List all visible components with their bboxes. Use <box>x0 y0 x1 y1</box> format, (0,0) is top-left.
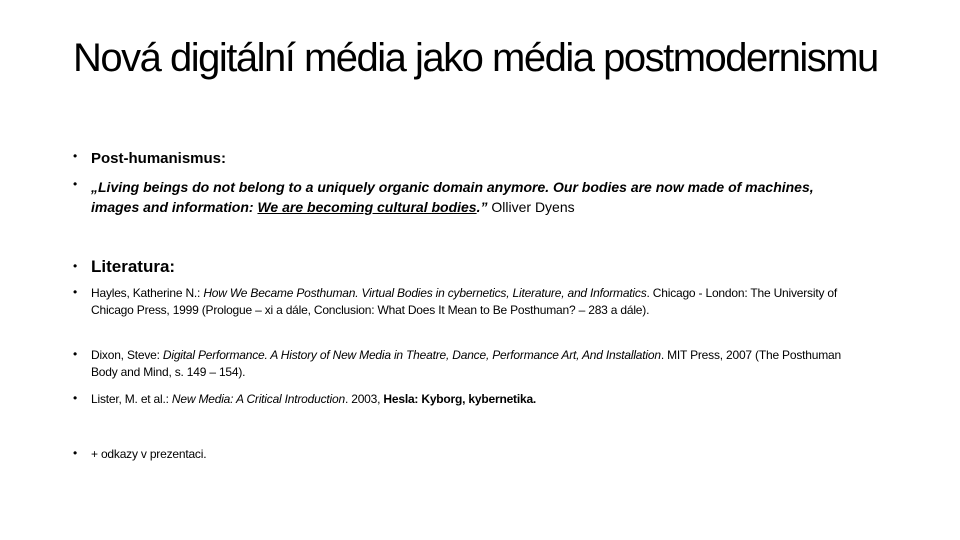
ref-lister-author: Lister, M. et al.: <box>91 392 172 406</box>
ref-dixon-text <box>91 347 863 381</box>
ref-lister-text <box>91 391 863 408</box>
bullet-dot: • <box>73 259 78 273</box>
bullet-dot: • <box>73 347 78 361</box>
ref-hayles-text <box>91 285 863 319</box>
quote-underlined: We are becoming cultural bodies <box>257 199 477 215</box>
quote-part-1: „Living beings do not belong to a uniquely organic domain anymore. Our bodies are now made of machines, images and information: <box>91 179 814 215</box>
bullet-dot: • <box>73 391 78 405</box>
ref-links-text: + odkazy v prezentaci. <box>91 447 207 461</box>
ref-hayles-rest: . Chicago - London: The University of Chicago Press, 1999 (Prologue – xi a dále, Conclusion: What Does It Mean to Be Posthuman? – 283 a dále). <box>91 286 837 317</box>
ref-hayles-author: Hayles, Katherine N.: <box>91 286 204 300</box>
ref-lister <box>73 391 863 408</box>
ref-dixon-rest: . MIT Press, 2007 (The Posthuman Body and Mind, s. 149 – 154). <box>91 348 841 379</box>
ref-lister-title: New Media: A Critical Introduction <box>171 392 345 406</box>
ref-dixon-author: Dixon, Steve: <box>91 348 163 362</box>
ref-hayles-title: How We Became Posthuman. Virtual Bodies in cybernetics, Literature, and Informatics <box>203 286 647 300</box>
ref-lister-rest: . 2003, <box>344 392 384 406</box>
ref-dixon <box>73 347 863 381</box>
ref-dixon-title: Digital Performance. A History of New Media in Theatre, Dance, Performance Art, And Installation <box>162 348 661 362</box>
post-humanism-heading: Post-humanismus: <box>91 150 227 167</box>
ref-lister-keywords: Hesla: Kyborg, kybernetika. <box>383 392 537 406</box>
bullet-post-humanism <box>73 149 863 168</box>
quote-part-2: .” <box>476 199 488 215</box>
bullet-dot: • <box>73 177 78 191</box>
bullet-dot: • <box>73 446 78 460</box>
quote-author: Olliver Dyens <box>487 199 575 215</box>
bullet-quote <box>73 177 863 217</box>
quote-text <box>91 177 863 217</box>
ref-hayles <box>73 285 863 319</box>
ref-links <box>73 446 863 463</box>
literature-heading: Literatura: <box>91 257 176 276</box>
bullet-dot: • <box>73 285 78 299</box>
slide-title: Nová digitální média jako média postmodernismu <box>73 36 878 80</box>
bullet-dot: • <box>73 149 78 163</box>
bullet-literature <box>73 256 863 277</box>
